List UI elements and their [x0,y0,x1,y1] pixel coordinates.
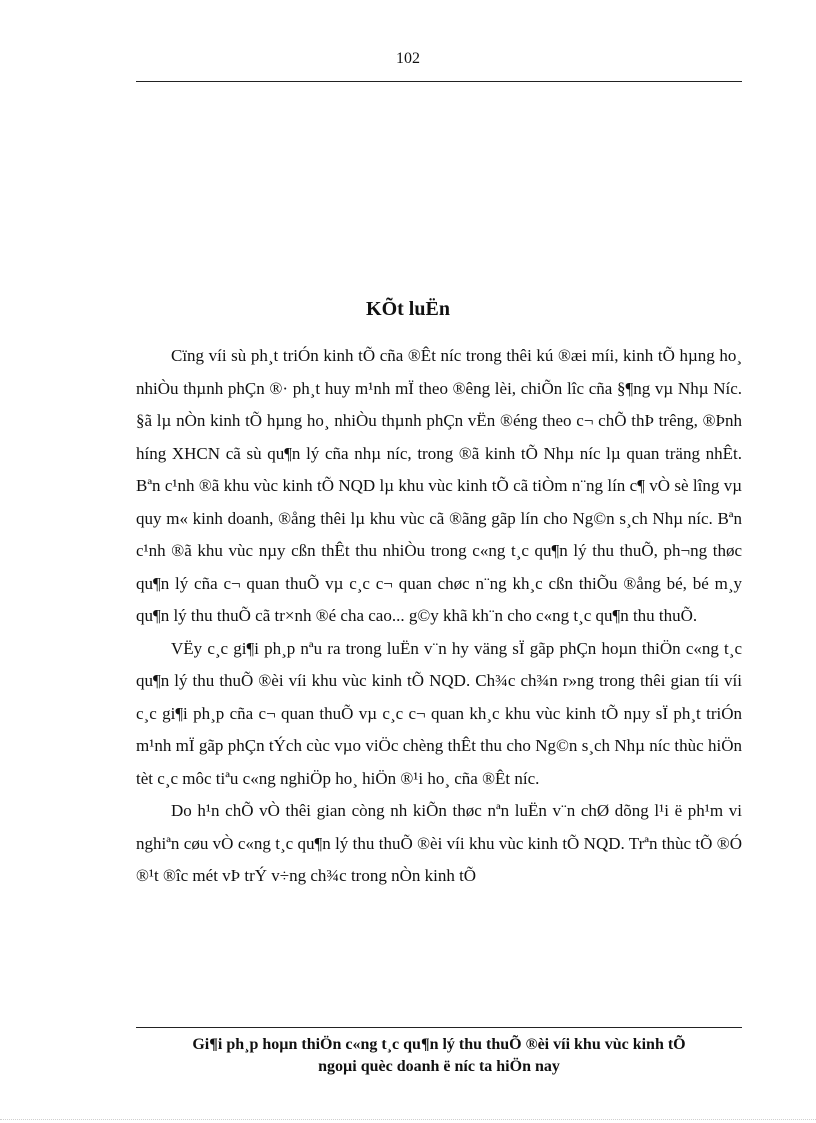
paragraph-2: VËy c¸c gi¶i ph¸p nªu ra trong luËn v¨n hy väng sÏ gãp phÇn hoµn thiÖn c«ng t¸c qu¶n lý thu thuÕ ®èi víi khu vùc kinh tÕ NQD. Ch¾c ch¾n r»ng trong thêi gian tíi víi c¸c gi¶i ph¸p cña c¬ quan thuÕ vµ c¸c c¬ quan kh¸c khu vùc kinh tÕ nµy sÏ ph¸t triÓn m¹nh mÏ gãp phÇn tÝch cùc vµo viÖc chèng thÊt thu cho Ng©n s¸ch Nhµ níc thùc hiÖn tèt c¸c môc tiªu c«ng nghiÖp ho¸ hiÖn ®¹i ho¸ cña ®Êt níc. [136,638,742,788]
footer-rule [136,1027,742,1028]
page-footer [136,1034,742,1078]
footer-line-1: Gi¶i ph¸p hoµn thiÖn c«ng t¸c qu¶n lý thu thuÕ ®èi víi khu vùc kinh tÕ [192,1036,686,1053]
header-rule [136,81,742,82]
paragraph-3: Do h¹n chÕ vÒ thêi gian còng nh kiÕn thøc nªn luËn v¨n chØ dõng l¹i ë ph¹m vi nghiªn cøu vÒ c«ng t¸c qu¶n lý thu thuÕ ®èi víi khu vùc kinh tÕ NQD. Trªn thùc tÕ ®Ó ®¹t ®îc mét vÞ trÝ v÷ng ch¾c trong nÒn kinh tÕ [136,801,742,885]
paragraph-1: Cïng víi sù ph¸t triÓn kinh tÕ cña ®Êt níc trong thêi kú ®æi míi, kinh tÕ hµng ho¸ nhiÒu thµnh phÇn ®· ph¸t huy m¹nh mÏ theo ®êng lèi, chiÕn lîc cña §¶ng vµ Nhµ Níc. §ã lµ nÒn kinh tÕ hµng ho¸ nhiÒu thµnh phÇn vËn ®éng theo c¬ chÕ thÞ trêng, ®Þnh híng XHCN cã sù qu¶n lý cña nhµ níc, trong ®ã kinh tÕ Nhµ níc lµ quan träng nhÊt. Bªn c¹nh ®ã khu vùc kinh tÕ NQD lµ khu vùc kinh tÕ cã tiÒm n¨ng lín c¶ vÒ sè lîng vµ quy m« kinh doanh, ®ång thêi lµ khu vùc cã ®ãng gãp lín cho Ng©n s¸ch Nhµ níc. Bªn c¹nh ®ã khu vùc nµy cßn thÊt thu nhiÒu trong c«ng t¸c qu¶n lý thu thuÕ, ph¬ng thøc qu¶n lý cña c¬ quan thuÕ vµ c¸c c¬ quan chøc n¨ng kh¸c cßn thiÕu ®ång bé, bé m¸y qu¶n lý thu thuÕ cã tr×nh ®é cha cao... g©y khã kh¨n cho c«ng t¸c qu¶n thu thuÕ. [136,346,742,625]
footer-line-2: ngoµi quèc doanh ë níc ta hiÖn nay [318,1058,560,1075]
page-number: 102 [396,50,420,67]
body-text [136,340,742,893]
page-bottom-border [0,1119,816,1120]
section-heading: KÕt luËn [366,298,450,320]
